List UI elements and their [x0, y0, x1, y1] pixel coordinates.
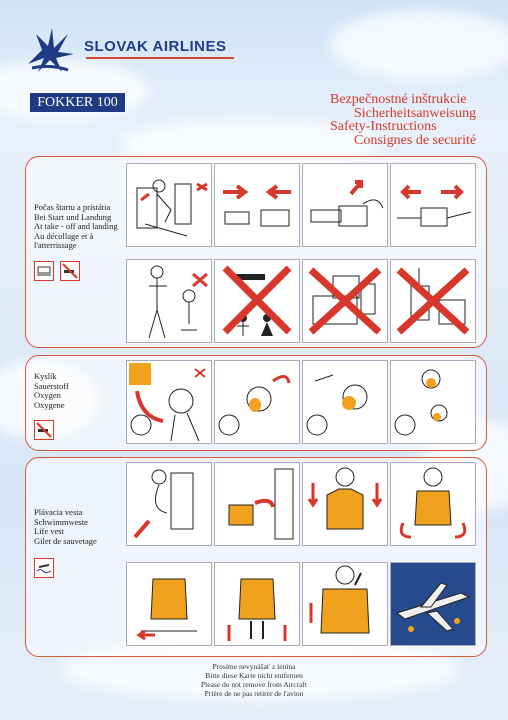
oxygen-labels: [34, 372, 69, 410]
label-sk: Plávacia vesta: [34, 507, 83, 517]
panel-vest-strap-around: [390, 462, 476, 546]
footer-line-fr: Prière de ne pas retirer de l'avion: [204, 689, 304, 698]
takeoff-labels: [34, 203, 118, 251]
panel-buckle-release: [390, 163, 476, 247]
panel-buckle-align: [214, 163, 300, 247]
panel-no-standing: [126, 259, 212, 343]
life-vest-labels: [34, 508, 97, 546]
panel-mask-help-child: [390, 360, 476, 444]
footer-notice: [0, 662, 508, 698]
label-en: At take - off and landing: [34, 221, 118, 231]
panel-mask-pull: [214, 360, 300, 444]
panel-vest-pull-tabs: [214, 562, 300, 646]
card-titles: [300, 93, 490, 147]
label-en: Life vest: [34, 526, 64, 536]
title-fr: Consignes de securité: [354, 132, 477, 148]
section-takeoff-landing: [25, 156, 487, 348]
panel-ditching-aircraft: [390, 562, 476, 646]
panel-vest-open-pouch: [214, 462, 300, 546]
panel-mask-drop: [126, 360, 212, 444]
panel-seat-upright: [126, 163, 212, 247]
label-de: Bei Start und Landung: [34, 211, 112, 222]
panel-no-phones: [390, 259, 476, 343]
fasten-seatbelt-icon: [34, 261, 54, 281]
panel-buckle-fasten: [302, 163, 388, 247]
airline-logo-icon: [22, 24, 78, 76]
label-de: Schwimmweste: [34, 516, 88, 527]
label-en: Oxygen: [34, 390, 61, 400]
panel-vest-inflate: [302, 562, 388, 646]
section-oxygen: [25, 355, 487, 451]
panel-mask-cover: [302, 360, 388, 444]
label-sk: Počas štartu a pristátia: [34, 202, 111, 212]
label-fr: Oxygene: [34, 399, 65, 410]
panel-vest-tighten: [126, 562, 212, 646]
no-smoking-icon: [60, 261, 80, 281]
airline-underline: [86, 57, 234, 59]
title-en: Safety-Instructions: [330, 119, 437, 134]
panel-no-smoking: [214, 259, 300, 343]
footer-line-sk: Prosíme nevynášať z letúna: [212, 662, 296, 671]
label-de: Sauerstoff: [34, 380, 69, 391]
cloud-decoration: [330, 10, 508, 80]
title-sk: Bezpečnostné inštrukcie: [330, 92, 467, 107]
no-smoking-oxygen-icon: [34, 420, 54, 440]
aircraft-model-badge: FOKKER 100: [30, 93, 125, 112]
label-fr-2: l'atterrissage: [34, 240, 77, 250]
title-de: Sicherheitsanweisung: [354, 105, 477, 121]
airline-name: SLOVAK AIRLINES: [84, 38, 227, 55]
panel-no-electronics: [302, 259, 388, 343]
panel-vest-under-seat: [126, 462, 212, 546]
section-life-vest: [25, 457, 487, 657]
panel-vest-over-head: [302, 462, 388, 546]
label-fr: Gilet de sauvetage: [34, 535, 97, 546]
footer-line-de: Bitte diese Karte nicht entfernen: [205, 671, 303, 680]
label-sk: Kyslík: [34, 371, 57, 381]
footer-line-en: Please do not remove from Aircraft: [200, 680, 307, 689]
water-landing-icon: [34, 558, 54, 578]
label-fr: Au décollage et à: [34, 230, 94, 241]
